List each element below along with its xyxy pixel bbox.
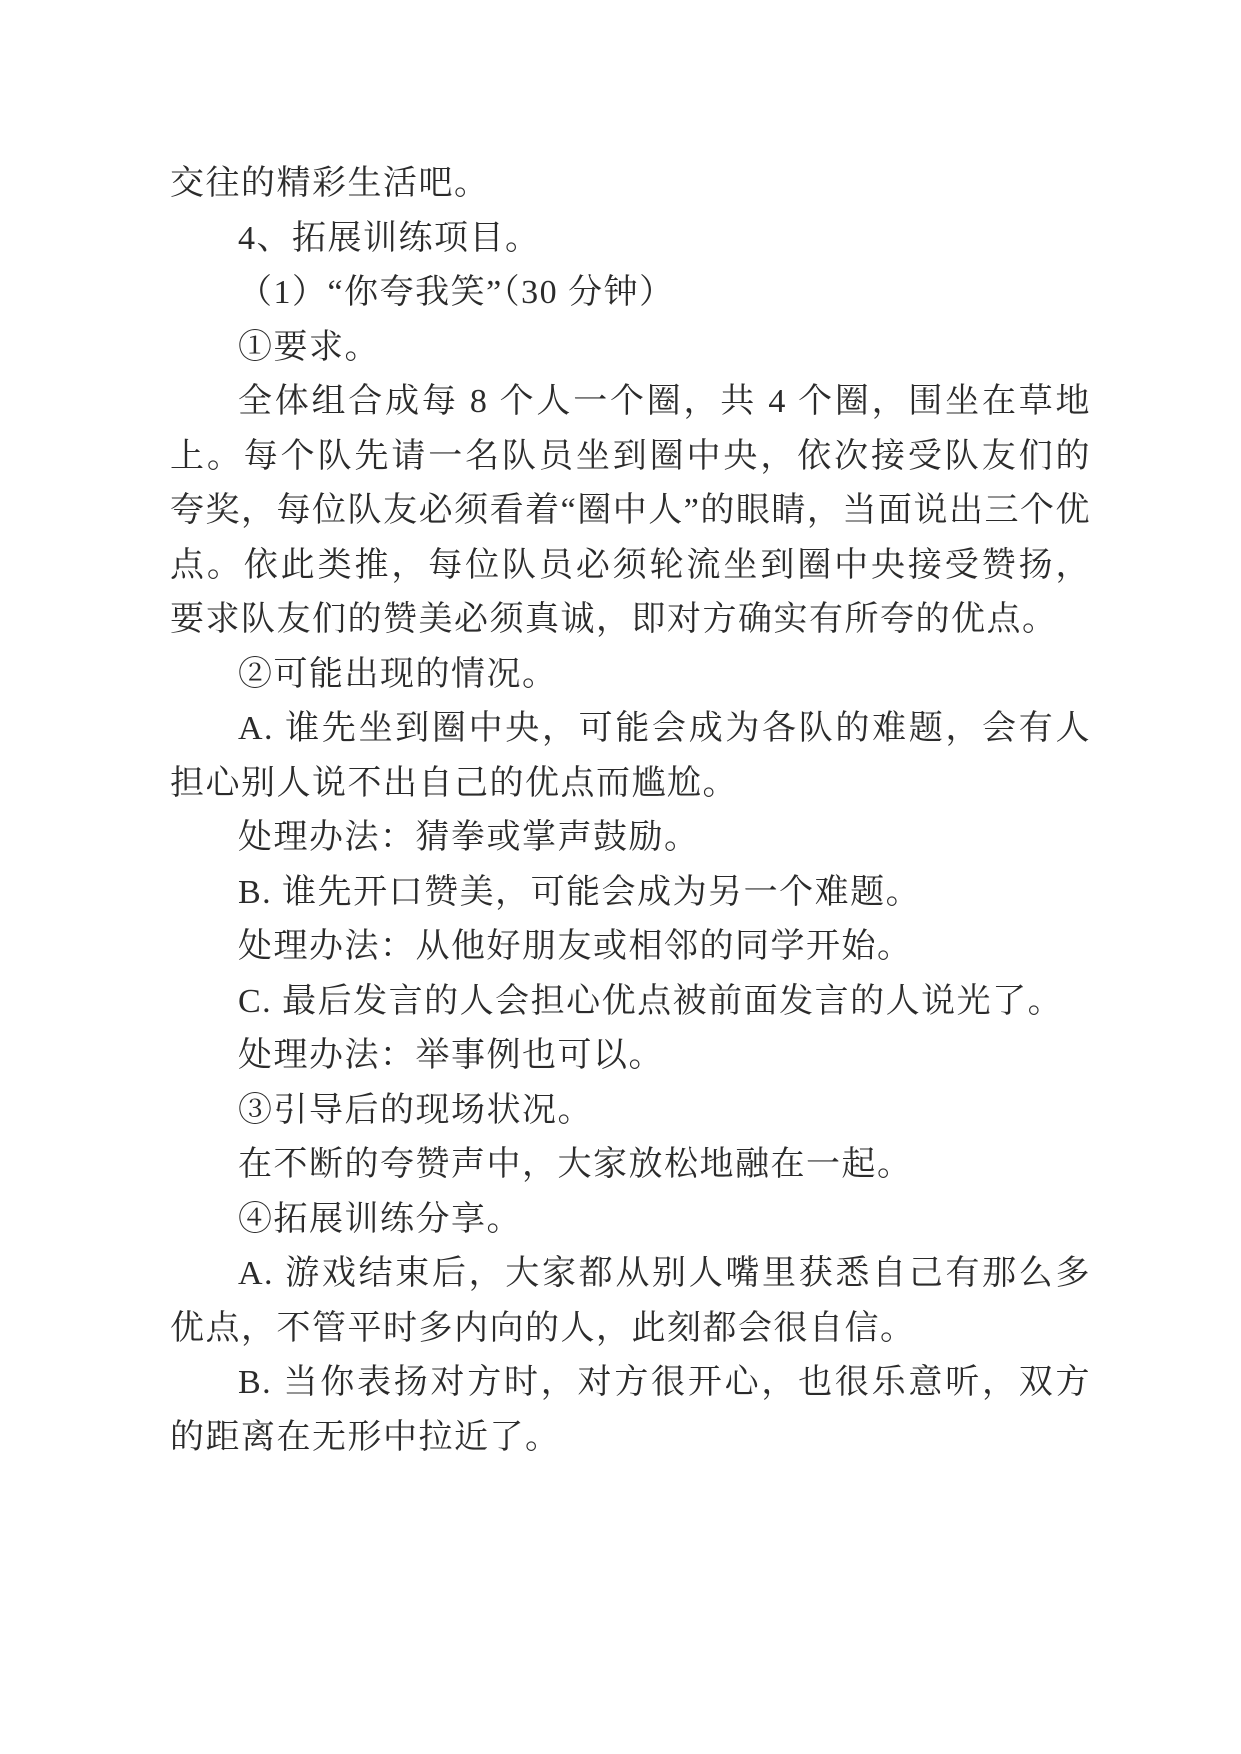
paragraph: ①要求。 [238,328,380,366]
paragraph: B. 当你表扬对方时，对方很开心，也很乐意听，双方的距离在无形中拉近了。 [170,1364,1091,1456]
paragraph: B. 谁先开口赞美，可能会成为另一个难题。 [238,873,922,911]
paragraph: 在不断的夸赞声中，大家放松地融在一起。 [238,1146,913,1183]
paragraph: 4、拓展训练项目。 [238,219,541,257]
paragraph: 处理办法：从他好朋友或相邻的同学开始。 [238,928,913,965]
paragraph: A. 游戏结束后，大家都从别人嘴里获悉自己有那么多优点，不管平时多内向的人，此刻都会很自信。 [170,1255,1091,1347]
paragraph: ④拓展训练分享。 [238,1200,522,1238]
paragraph: （1）“你夸我笑”（30 分钟） [238,274,675,311]
paragraph: A. 谁先坐到圈中央，可能会成为各队的难题，会有人担心别人说不出自己的优点而尴尬。 [170,710,1091,802]
paragraph: 处理办法：猜拳或掌声鼓励。 [238,819,700,856]
paragraph: 处理办法：举事例也可以。 [238,1037,664,1074]
document-body [170,157,1091,1465]
paragraph: 交往的精彩生活吧。 [170,165,490,202]
paragraph: ②可能出现的情况。 [238,655,558,693]
paragraph: 全体组合成每 8 个人一个圈，共 4 个圈，围坐在草地上。每个队先请一名队员坐到圈中央，依次接受队友们的夸奖，每位队友必须看着“圈中人”的眼睛，当面说出三个优点。依此类推，每位队员必须轮流坐到圈中央接受赞扬，要求队友们的赞美必须真诚，即对方确实有所夸的优点。 [170,383,1091,638]
paragraph: ③引导后的现场状况。 [238,1091,593,1129]
paragraph: C. 最后发言的人会担心优点被前面发言的人说光了。 [238,982,1064,1020]
